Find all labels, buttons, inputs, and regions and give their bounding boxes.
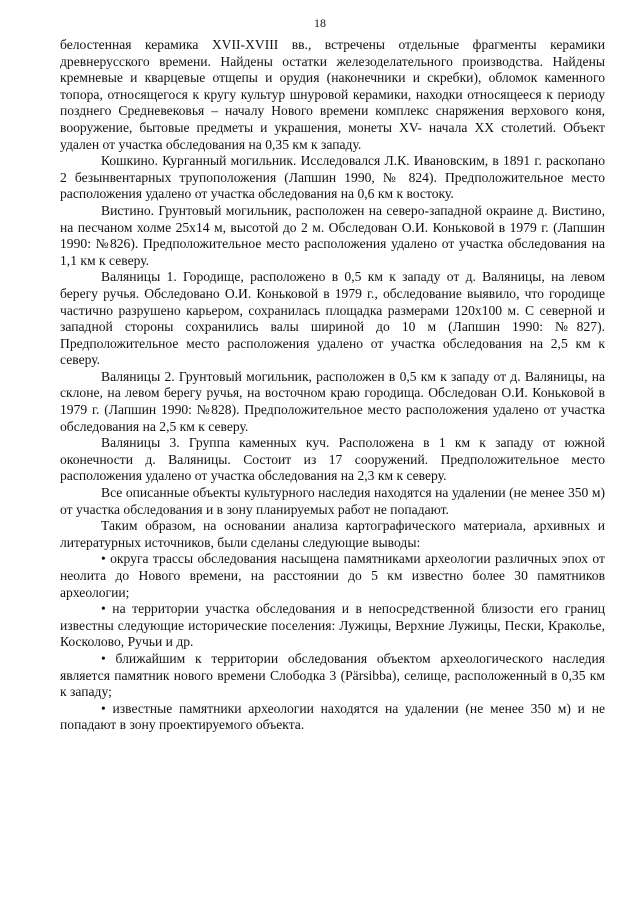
bullet-conclusion-1: • округа трассы обследования насыщена памятниками археологии различных эпох от неолита до Нового времени, на расстоянии до 5 км известно более 30 памятников археологии; (60, 551, 605, 600)
page-number: 18 (314, 16, 326, 30)
document-body (60, 37, 605, 734)
bullet-conclusion-4: • известные памятники археологии находятся на удалении (не менее 350 м) и не попадают в зону проектируемого объекта. (60, 700, 605, 733)
paragraph-summary-distance: Все описанные объекты культурного наследия находятся на удалении (не менее 350 м) от участка обследования и в зону планируемых работ не попадают. (60, 485, 605, 517)
bullet-conclusion-2: • на территории участка обследования и в непосредственной близости его границ известны следующие исторические поселения: Лужицы, Верхние Лужицы, Пески, Краколье, Косколово, Ручьи и др. (60, 601, 605, 650)
paragraph-artifacts-continuation: белостенная керамика XVII-XVIII вв., встречены отдельные фрагменты керамики древнерусского времени. Найдены остатки железоделательного производства. Найдены кремневые и кварцевые отщепы и орудия (наконечники и скребки), обломок каменного топора, относящегося к кругу культур шнуровой керамики, находки относящееся к периоду позднего Средневековья – началу Нового времени комплекс снаряжения верхового коня, вооружение, бытовые предметы и украшения, монеты XV- начала XX столетий. Объект удален от участка обследования на 0,35 км к западу. (60, 37, 605, 152)
paragraph-koshkino: Кошкино. Курганный могильник. Исследовался Л.К. Ивановским, в 1891 г. раскопано 2 безынвентарных трупоположения (Лапшин 1990, № 824). Предположительное место расположения удалено от участка обследования на 0,6 км к востоку. (60, 153, 605, 202)
paragraph-valyanitsy-2: Валяницы 2. Грунтовый могильник, расположен в 0,5 км к западу от д. Валяницы, на склоне, на левом берегу ручья, на восточном краю городища. Обследован О.И. Коньковой в 1979 г. (Лапшин 1990: №828). Предположительное место расположения удалено от участка обследования на 2,5 км к северу. (60, 368, 605, 434)
paragraph-valyanitsy-1: Валяницы 1. Городище, расположено в 0,5 км к западу от д. Валяницы, на левом берегу ручья. Обследовано О.И. Коньковой в 1979 г., обследование выявило, что городище частично разрушено карьером, сохранилась площадка размерами 120x100 м. С северной и западной стороны сохранились валы шириной до 10 м (Лапшин 1990: №827). Предположительное место расположения удалено от участка обследования на 2,5 км к северу. (60, 269, 605, 368)
paragraph-conclusions-intro: Таким образом, на основании анализа картографического материала, архивных и литературных источников, были сделаны следующие выводы: (60, 518, 605, 550)
paragraph-valyanitsy-3: Валяницы 3. Группа каменных куч. Расположена в 1 км к западу от южной оконечности д. Валяницы. Состоит из 17 сооружений. Предположительное место расположения удалено от участка обследования на 2,3 км к северу. (60, 435, 605, 484)
paragraph-vistino: Вистино. Грунтовый могильник, расположен на северо-западной окраине д. Вистино, на песчаном холме 25x14 м, высотой до 2 м. Обследован О.И. Коньковой в 1979 г. (Лапшин 1990: №826). Предположительное место расположения удалено от участка обследования на 1,1 км к северу. (60, 202, 605, 268)
bullet-conclusion-3: • ближайшим к территории обследования объектом археологического наследия является памятник нового времени Слободка 3 (Pärsibba), селище, расположенный в 0,35 км к западу; (60, 650, 605, 700)
